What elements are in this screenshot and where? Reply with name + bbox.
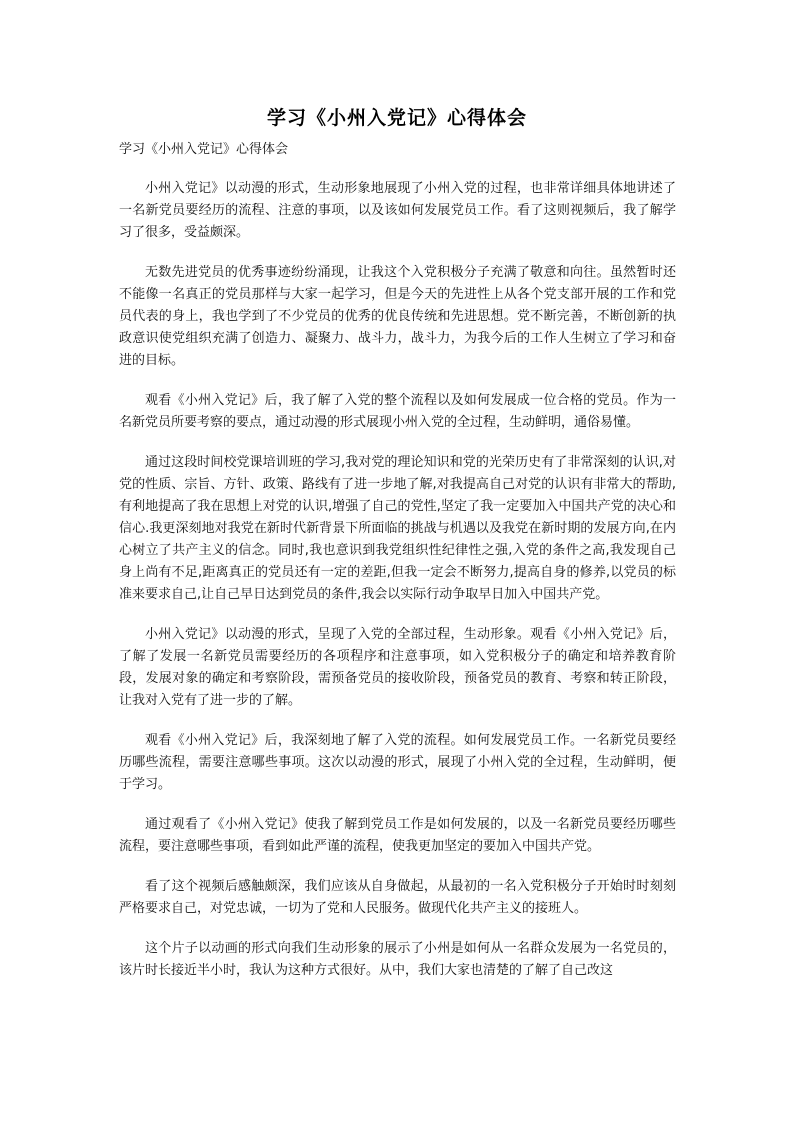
paragraph: 观看《小州入党记》后，我深刻地了解了入党的流程。如何发展党员工作。一名新党员要经历哪些流程，需要注意哪些事项。这次以动漫的形式，展现了小州入党的全过程，生动鲜明，便于学习。 <box>119 733 676 792</box>
paragraph: 小州入党记》以动漫的形式，呈现了入党的全部过程，生动形象。观看《小州入党记》后，了解了发展一名新党员需要经历的各项程序和注意事项，如入党积极分子的确定和培养教育阶段，发展对象的确定和考察阶段，需预备党员的接收阶段，预备党员的教育、考察和转正阶段，让我对入党有了进一步的了解。 <box>119 627 676 708</box>
document-title: 学习《小州入党记》心得体会 <box>266 107 527 129</box>
document-subtitle: 学习《小州入党记》心得体会 <box>119 142 289 157</box>
paragraph: 观看《小州入党记》后，我了解了入党的整个流程以及如何发展成一位合格的党员。作为一名新党员所要考察的要点，通过动漫的形式展现小州入党的全过程，生动鲜明，通俗易懂。 <box>119 393 676 430</box>
paragraph: 无数先进党员的优秀事迹纷纷涌现，让我这个入党积极分子充满了敬意和向往。虽然暂时还不能像一名真正的党员那样与大家一起学习，但是今天的先进性上从各个党支部开展的工作和党员代表的身上，我也学到了不少党员的优秀的优良传统和先进思想。党不断完善，不断创新的执政意识使党组织充满了创造力、凝聚力、战斗力，战斗力，为我今后的工作人生树立了学习和奋进的目标。 <box>119 265 676 368</box>
paragraph: 通过这段时间校党课培训班的学习,我对党的理论知识和党的光荣历史有了非常深刻的认识,对党的性质、宗旨、方针、政策、路线有了进一步地了解,对我提高自己对党的认识有非常大的帮助,有利地提高了我在思想上对党的认识,增强了自己的党性,坚定了我一定要加入中国共产党的决心和信心.我更深刻地对我党在新时代新背景下所面临的挑战与机遇以及我党在新时期的发展方向,在内心树立了共产主义的信念。同时,我也意识到我党组织性纪律性之强,入党的条件之高,我发现自己身上尚有不足,距离真正的党员还有一定的差距,但我一定会不断努力,提高自身的修养,以党员的标准来要求自己,让自己早日达到党员的条件,我会以实际行动争取早日加入中国共产党。 <box>119 455 676 602</box>
paragraph: 这个片子以动画的形式向我们生动形象的展示了小州是如何从一名群众发展为一名党员的，该片时长接近半小时，我认为这种方式很好。从中，我们大家也清楚的了解了自己改这 <box>119 941 676 978</box>
paragraph: 看了这个视频后感触颇深，我们应该从自身做起，从最初的一名入党积极分子开始时时刻刻严格要求自己，对党忠诚，一切为了党和人民服务。做现代化共产主义的接班人。 <box>119 879 676 916</box>
document-body <box>119 178 676 1000</box>
paragraph: 小州入党记》以动漫的形式，生动形象地展现了小州入党的过程，也非常详细具体地讲述了一名新党员要经历的流程、注意的事项，以及该如何发展党员工作。看了这则视频后，我了解学习了很多，受益颇深。 <box>119 181 676 240</box>
paragraph: 通过观看了《小州入党记》使我了解到党员工作是如何发展的，以及一名新党员要经历哪些流程，要注意哪些事项，看到如此严谨的流程，使我更加坚定的要加入中国共产党。 <box>119 817 676 854</box>
